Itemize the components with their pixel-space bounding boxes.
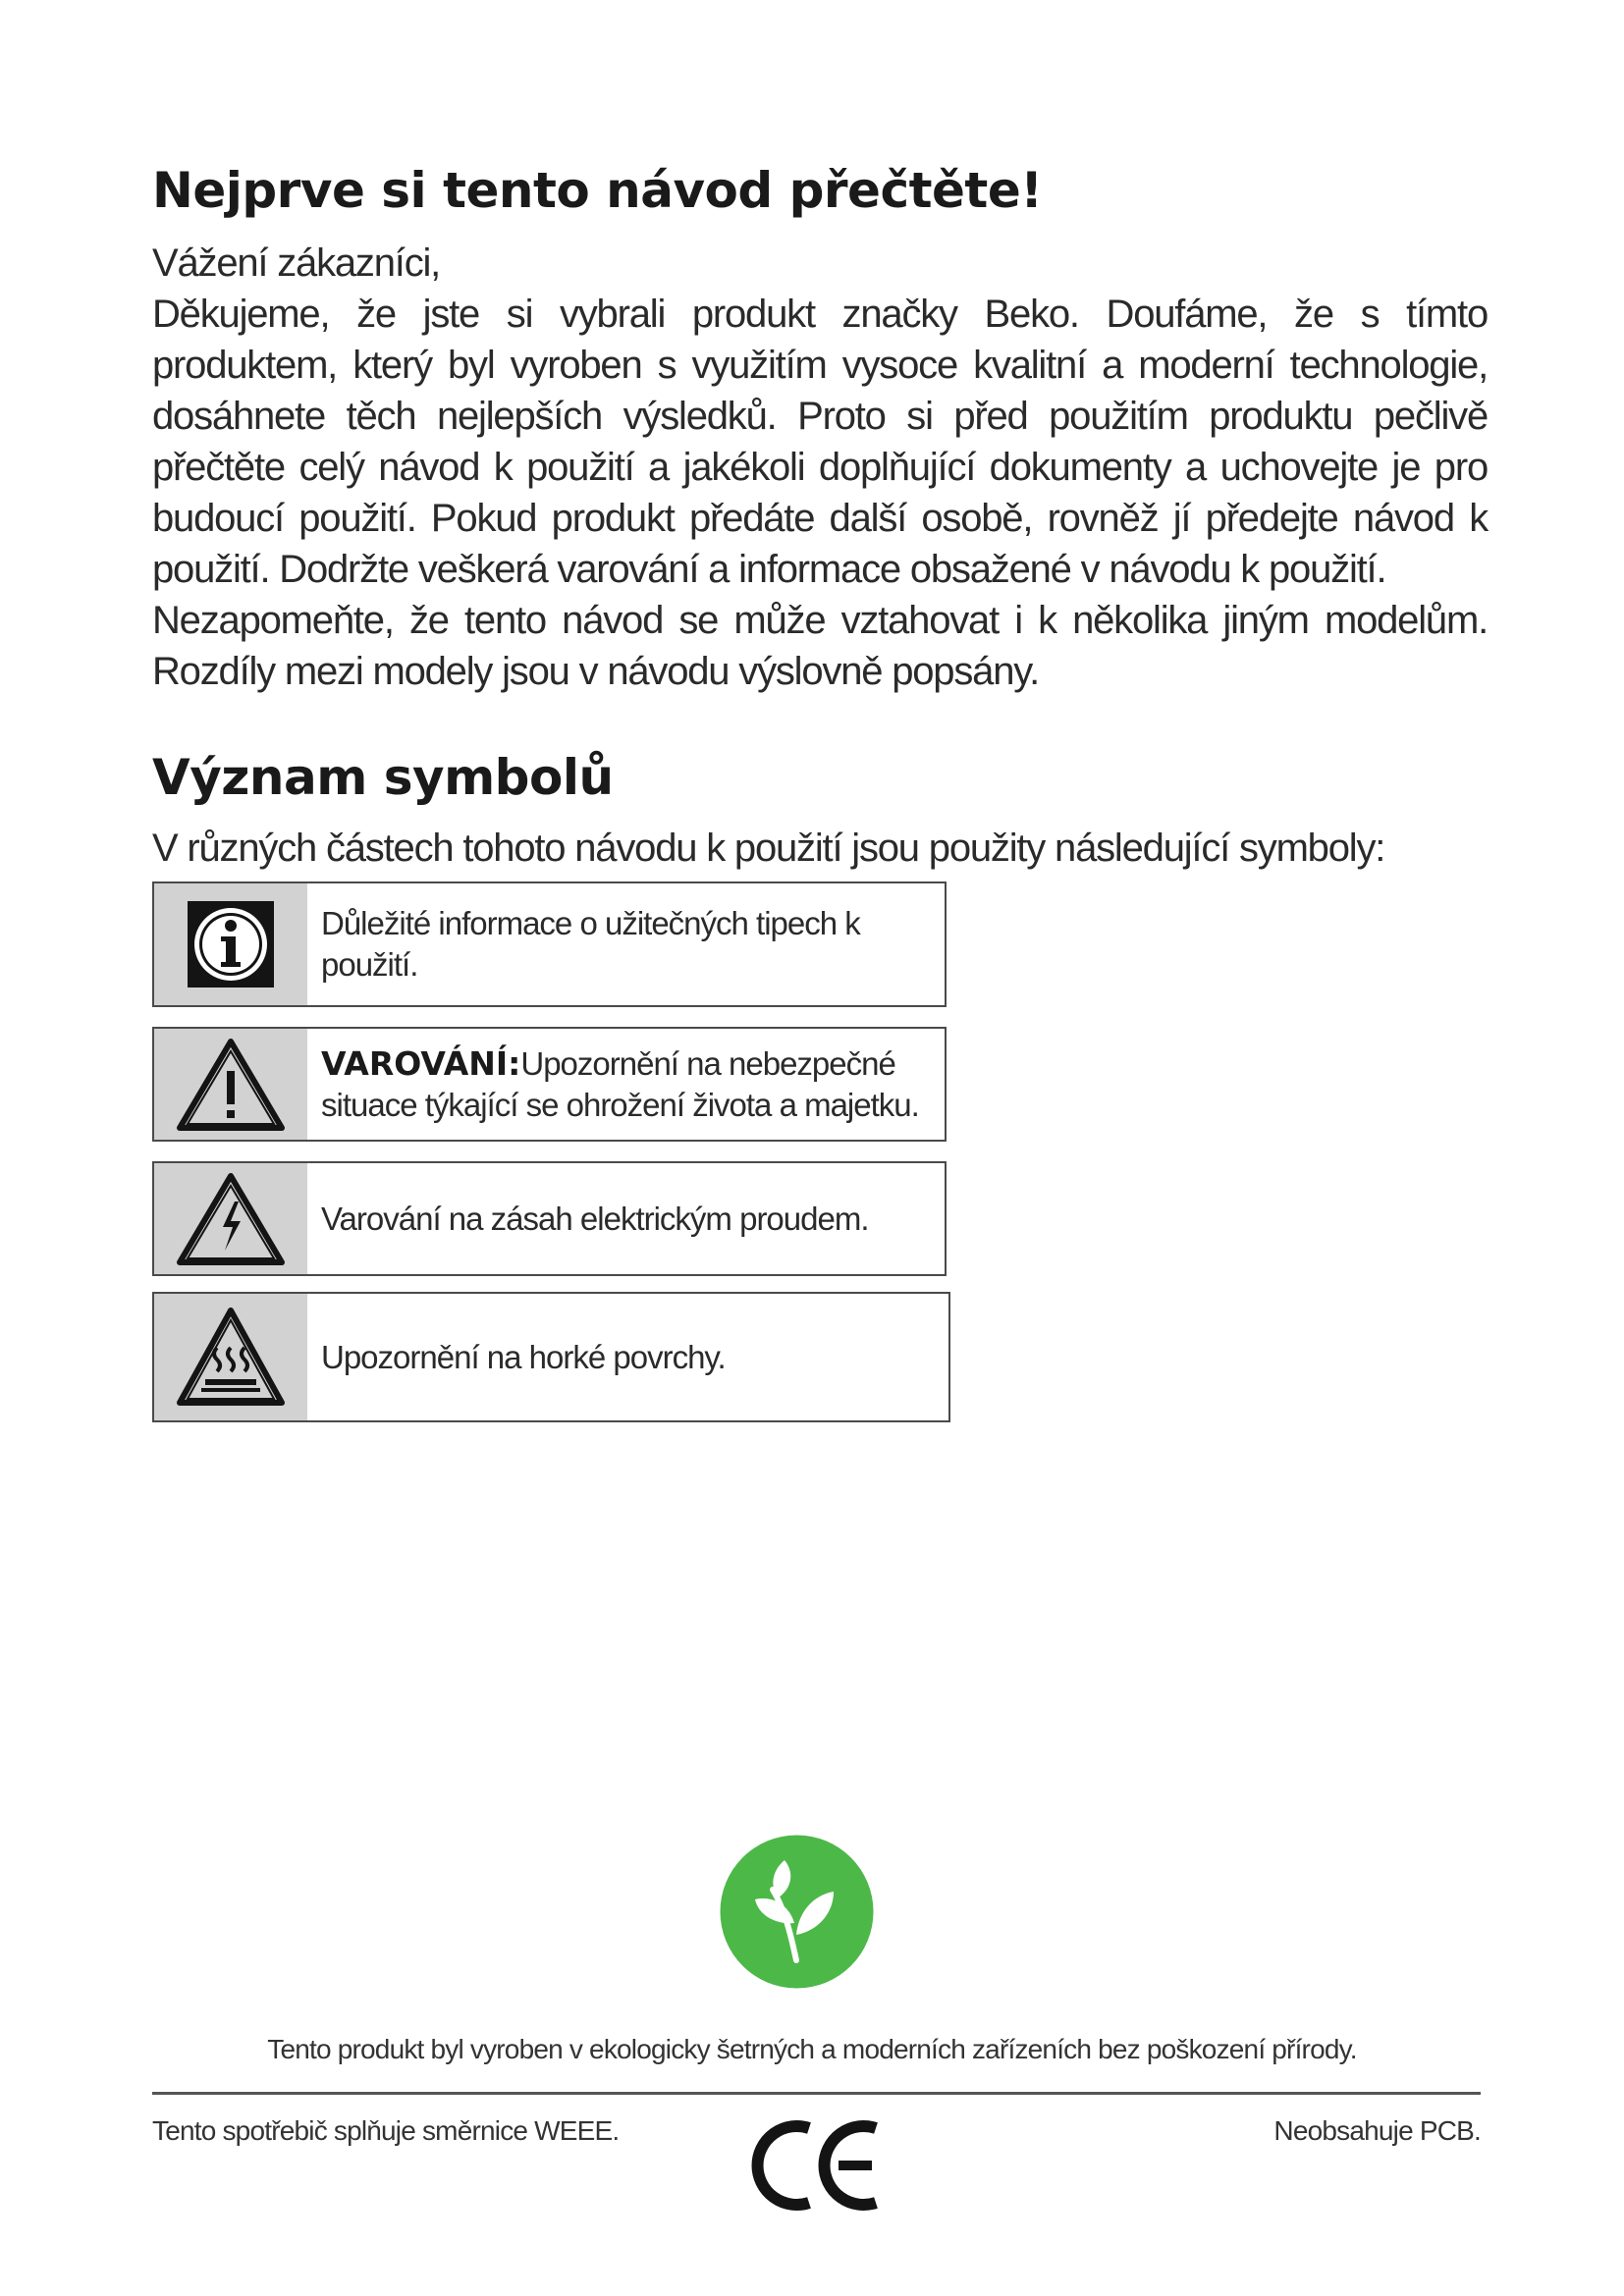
symbol-row-electric bbox=[152, 1161, 947, 1276]
warning-label: VAROVÁNÍ: bbox=[321, 1043, 521, 1083]
symbols-heading: Význam symbolů bbox=[152, 749, 614, 806]
eco-leaf-logo bbox=[720, 1835, 874, 1989]
intro-paragraph-2: Nezapomeňte, že tento návod se může vztahovat i k několika jiným modelům. Rozdíly mezi modely jsou v návodu výslovně popsány. bbox=[152, 599, 1488, 693]
warning-icon bbox=[154, 1029, 307, 1140]
symbol-row-info bbox=[152, 881, 947, 1007]
info-icon bbox=[154, 883, 307, 1005]
symbol-text: Upozornění na nebezpečné situace týkající se ohrožení života a majetku. bbox=[321, 1044, 919, 1123]
electric-shock-icon bbox=[154, 1163, 307, 1274]
pcb-statement: Neobsahuje PCB. bbox=[1273, 2115, 1481, 2146]
symbol-text-block bbox=[307, 1029, 945, 1140]
symbol-text: Upozornění na horké povrchy. bbox=[321, 1338, 726, 1375]
footer-divider bbox=[152, 2092, 1481, 2095]
weee-statement: Tento spotřebič splňuje směrnice WEEE. bbox=[152, 2115, 620, 2146]
symbols-intro: V různých částech tohoto návodu k použití jsou použity následující symboly: bbox=[152, 827, 1385, 870]
hot-surface-icon bbox=[154, 1294, 307, 1420]
symbol-text: Varování na zásah elektrickým proudem. bbox=[321, 1200, 869, 1237]
symbol-row-hot-surface bbox=[152, 1292, 950, 1422]
eco-statement: Tento produkt byl vyroben v ekologicky šetrných a moderních zařízeních bez poškození přírody. bbox=[267, 2034, 1357, 2064]
greeting: Vážení zákazníci, bbox=[152, 241, 441, 285]
ce-mark-icon bbox=[748, 2116, 886, 2215]
symbol-text: Důležité informace o užitečných tipech k použití. bbox=[321, 905, 860, 983]
page-title: Nejprve si tento návod přečtěte! bbox=[152, 162, 1043, 219]
symbol-row-warning bbox=[152, 1027, 947, 1142]
intro-paragraph-1: Děkujeme, že jste si vybrali produkt značky Beko. Doufáme, že s tímto produktem, který byl vyroben s využitím vysoce kvalitní a moderní technologie, dosáhnete těch nejlepších výsledků. Proto si před použitím produktu pečlivě přečtěte celý návod k použití a jakékoli doplňující dokumenty a uchovejte je pro budoucí použití. Pokud produkt předáte další osobě, rovněž jí předejte návod k použití. Dodržte veškerá varování a informace obsažené v návodu k použití. bbox=[152, 293, 1488, 591]
